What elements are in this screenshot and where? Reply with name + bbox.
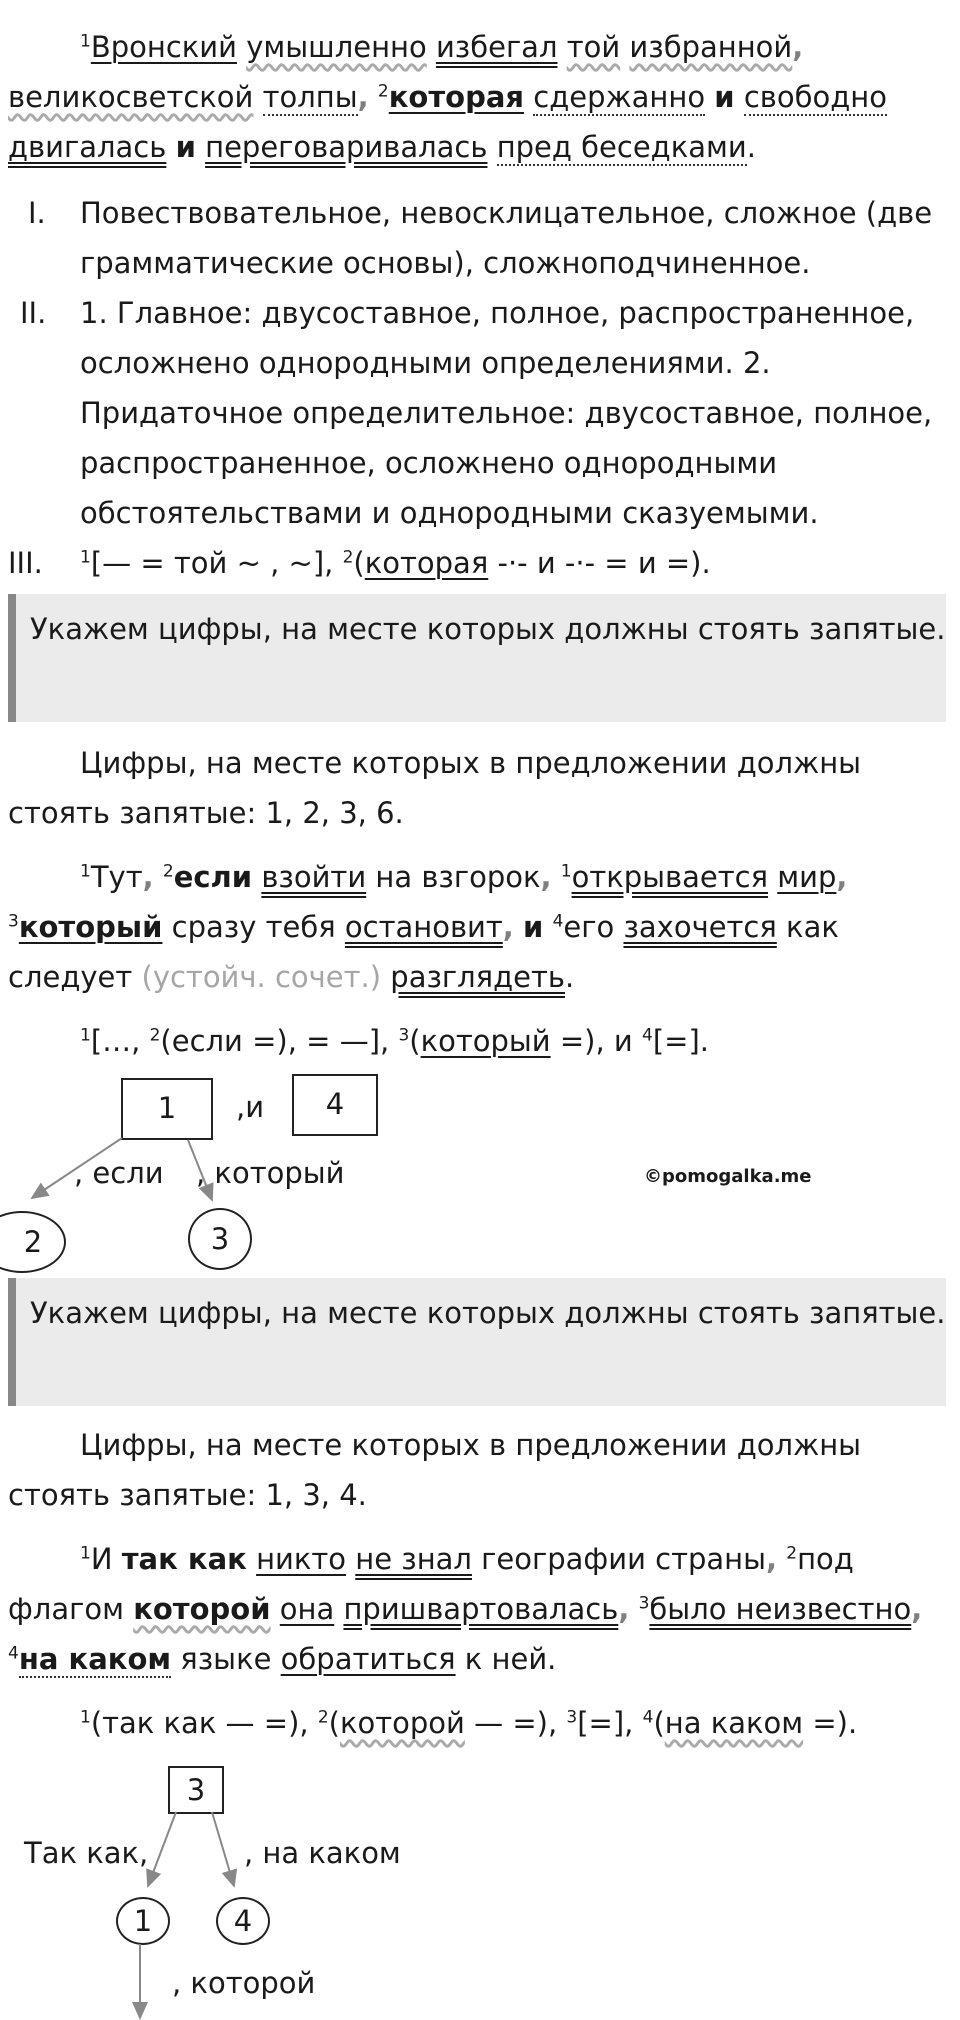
superscript-number: 1: [80, 31, 91, 52]
sentence-1: $^1$Вронский умышленно избегал той избранной, великосветской толпы, $^2$которая сдержанно и свободно двигалась и переговаривалась пред беседками.: [8, 30, 887, 164]
list-item: III. $^1$[— = той ~ , ~], $^2$(которая -·- и -·- = и =).: [8, 546, 711, 580]
diagram-label: , если: [74, 1156, 164, 1190]
clause-circle-2: 2: [0, 1211, 66, 1273]
sentence-scheme: $^1$(так как — =), $^2$(которой — =), $^3$[=], $^4$(на каком =).: [80, 1706, 858, 1740]
sentence-2: $^1$Тут, $^2$если взойти на взгорок, $^1$открывается мир, $^3$который сразу тебя остановит, и $^4$его захочется как следует (устойч. сочет.) разглядеть.: [8, 860, 848, 994]
diagram-label: Так как,: [24, 1836, 149, 1870]
answer-text: Цифры, на месте которых в предложении должны стоять запятые: 1, 2, 3, 6.: [8, 746, 862, 830]
clause-circle-3: 3: [188, 1208, 252, 1270]
task-callout: Укажем цифры, на месте которых должны стоять запятые.: [8, 1278, 946, 1406]
arrow-line: [212, 1812, 234, 1886]
watermark: ©pomogalka.me: [644, 1166, 812, 1187]
sentence-scheme: $^1$[…, $^2$(если =), = —], $^3$(который =), и $^4$[=].: [80, 1024, 709, 1058]
answer-text: Цифры, на месте которых в предложении должны стоять запятые: 1, 3, 4.: [8, 1428, 862, 1512]
arrow-line: [188, 1140, 212, 1200]
arrow-line: [148, 1812, 176, 1886]
arrow-line: [32, 1138, 122, 1198]
diagram-label: ,и: [236, 1090, 265, 1124]
sentence-scheme: $^1$[— = той ~ , ~], $^2$(которая -·- и -·- = и =).: [80, 546, 711, 580]
list-item: I. Повествовательное, невосклицательное, сложное (две грамматические основы), сложноподчиненное.: [28, 196, 933, 280]
clause-box-1: 1: [121, 1078, 213, 1140]
clause-box-4: 4: [292, 1074, 378, 1136]
diagram-label: , которой: [172, 1966, 316, 2000]
task-callout: Укажем цифры, на месте которых должны стоять запятые.: [8, 594, 946, 722]
list-item: II. 1. Главное: двусоставное, полное, распространенное, осложнено однородными определениями. 2. Придаточное определительное: двусоставное, полное, распространенное, осложнено однородными обстоятельствами и однородными сказуемыми.: [20, 296, 933, 530]
clause-circle-1: 1: [116, 1897, 170, 1945]
clause-circle-4: 4: [216, 1897, 270, 1945]
diagram-label: , который: [196, 1156, 345, 1190]
superscript-number: 2: [377, 81, 389, 102]
diagram-label: , на каком: [244, 1836, 401, 1870]
sentence-3: $^1$И так как никто не знал географии страны, $^2$под флагом которой она пришвартовалась, $^3$было неизвестно, $^4$на каком языке обратиться к ней.: [8, 1542, 923, 1676]
clause-box-3: 3: [168, 1766, 224, 1814]
